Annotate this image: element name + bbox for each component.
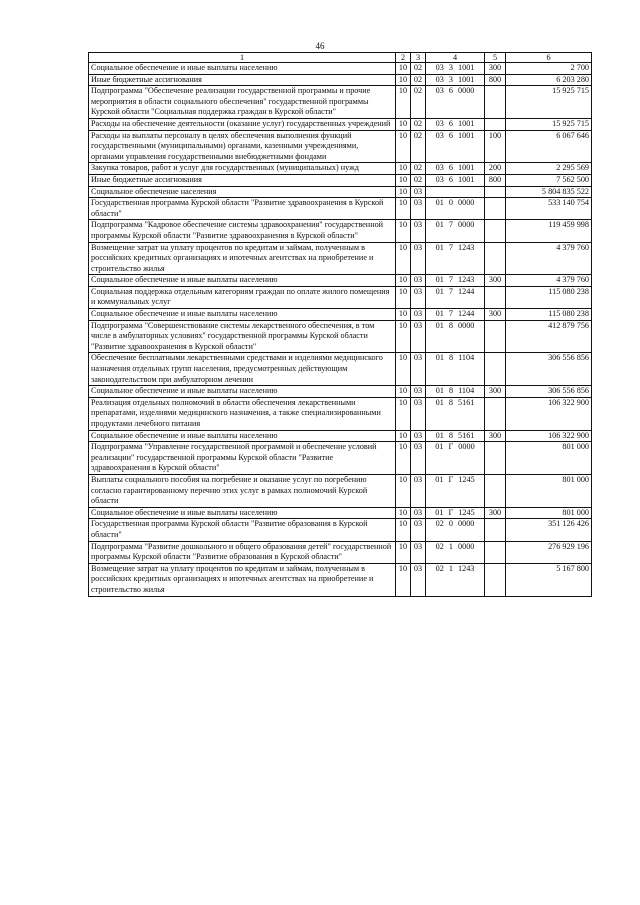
row-target-code: 01 0 0000 [426, 198, 485, 220]
table-row [89, 198, 592, 220]
table-row [89, 320, 592, 353]
row-target-code: 03 3 1001 [426, 74, 485, 86]
row-section: 10 [396, 474, 411, 507]
row-section: 10 [396, 286, 411, 308]
row-subsection: 03 [411, 286, 426, 308]
row-name: Подпрограмма "Кадровое обеспечение системы здравоохранения" государственной программы Курской области "Развитие здравоохранения в Курской области" [89, 220, 396, 242]
row-expense-type: 100 [485, 130, 506, 163]
row-section: 10 [396, 507, 411, 519]
table-row [89, 163, 592, 175]
row-section: 10 [396, 86, 411, 119]
table-row [89, 74, 592, 86]
row-name: Подпрограмма "Развитие дошкольного и общего образования детей" государственной программы Курской области "Развитие образования в Курской области" [89, 541, 396, 563]
row-subsection: 02 [411, 118, 426, 130]
row-expense-type: 300 [485, 309, 506, 321]
row-name: Социальное обеспечение и иные выплаты населению [89, 507, 396, 519]
column-header: 2 [396, 53, 411, 63]
row-amount: 7 562 500 [506, 174, 592, 186]
row-target-code: 02 1 0000 [426, 541, 485, 563]
column-header: 1 [89, 53, 396, 63]
row-expense-type: 300 [485, 430, 506, 442]
column-header: 3 [411, 53, 426, 63]
row-expense-type [485, 320, 506, 353]
row-name: Социальное обеспечение и иные выплаты населению [89, 386, 396, 398]
table-row [89, 386, 592, 398]
column-header: 6 [506, 53, 592, 63]
row-name: Социальное обеспечение и иные выплаты населению [89, 430, 396, 442]
table-row [89, 397, 592, 430]
row-name: Расходы на обеспечение деятельности (оказание услуг) государственных учреждений [89, 118, 396, 130]
row-section: 10 [396, 320, 411, 353]
row-amount: 2 295 569 [506, 163, 592, 175]
row-name: Подпрограмма "Обеспечение реализации государственной программы и прочие мероприятия в области социального обеспечения" государственной программы Курской области "Социальная поддержка граждан в Курской области" [89, 86, 396, 119]
row-subsection: 03 [411, 397, 426, 430]
table-row [89, 286, 592, 308]
row-expense-type: 300 [485, 386, 506, 398]
table-row [89, 118, 592, 130]
row-subsection: 03 [411, 309, 426, 321]
row-name: Государственная программа Курской области "Развитие здравоохранения в Курской области" [89, 198, 396, 220]
row-section: 10 [396, 118, 411, 130]
row-expense-type: 200 [485, 163, 506, 175]
row-amount: 4 379 760 [506, 275, 592, 287]
row-name: Реализация отдельных полномочий в области обеспечения лекарственными препаратами, изделиями медицинского назначения, а также специализированными продуктами лечебного питания [89, 397, 396, 430]
row-subsection: 03 [411, 563, 426, 596]
row-target-code: 01 7 1243 [426, 275, 485, 287]
row-expense-type: 800 [485, 174, 506, 186]
row-section: 10 [396, 541, 411, 563]
row-section: 10 [396, 353, 411, 386]
row-target-code: 01 Г 1245 [426, 507, 485, 519]
table-row [89, 174, 592, 186]
row-section: 10 [396, 386, 411, 398]
row-section: 10 [396, 74, 411, 86]
row-amount: 306 556 856 [506, 386, 592, 398]
row-subsection: 03 [411, 220, 426, 242]
row-target-code: 01 8 0000 [426, 320, 485, 353]
row-amount: 115 080 238 [506, 309, 592, 321]
row-amount: 15 925 715 [506, 118, 592, 130]
row-section: 10 [396, 198, 411, 220]
row-subsection: 03 [411, 353, 426, 386]
row-amount: 5 167 800 [506, 563, 592, 596]
table-row [89, 309, 592, 321]
row-subsection: 03 [411, 275, 426, 287]
row-subsection: 02 [411, 130, 426, 163]
row-target-code: 02 1 1243 [426, 563, 485, 596]
header-row [89, 53, 592, 63]
row-amount: 801 000 [506, 442, 592, 475]
row-section: 10 [396, 430, 411, 442]
row-amount: 6 203 280 [506, 74, 592, 86]
row-target-code: 03 6 1001 [426, 130, 485, 163]
row-amount: 351 126 426 [506, 519, 592, 541]
row-amount: 533 140 754 [506, 198, 592, 220]
row-section: 10 [396, 519, 411, 541]
row-expense-type [485, 242, 506, 275]
row-subsection: 03 [411, 442, 426, 475]
row-expense-type [485, 118, 506, 130]
row-expense-type: 300 [485, 507, 506, 519]
row-name: Обеспечение бесплатными лекарственными средствами и изделиями медицинского назначения отдельных групп населения, предусмотренных действующим законодательством при амбулаторном лечении [89, 353, 396, 386]
row-target-code: 03 3 1001 [426, 63, 485, 75]
row-section: 10 [396, 563, 411, 596]
row-expense-type: 300 [485, 275, 506, 287]
table-row [89, 353, 592, 386]
row-expense-type [485, 220, 506, 242]
row-name: Возмещение затрат на уплату процентов по кредитам и займам, полученным в российских кредитных организациях и ипотечных агентствах на приобретение и строительство жилья [89, 242, 396, 275]
row-target-code: 03 6 1001 [426, 118, 485, 130]
row-subsection: 03 [411, 507, 426, 519]
row-amount: 15 925 715 [506, 86, 592, 119]
table-row [89, 63, 592, 75]
row-name: Социальная поддержка отдельным категориям граждан по оплате жилого помещения и коммунальных услуг [89, 286, 396, 308]
row-subsection: 03 [411, 320, 426, 353]
row-section: 10 [396, 275, 411, 287]
row-section: 10 [396, 186, 411, 198]
row-expense-type [485, 186, 506, 198]
table-row [89, 563, 592, 596]
row-expense-type [485, 563, 506, 596]
row-section: 10 [396, 174, 411, 186]
row-expense-type [485, 86, 506, 119]
row-subsection: 02 [411, 74, 426, 86]
table-row [89, 507, 592, 519]
row-section: 10 [396, 442, 411, 475]
table-row [89, 519, 592, 541]
row-subsection: 03 [411, 541, 426, 563]
row-expense-type: 800 [485, 74, 506, 86]
row-name: Социальное обеспечение и иные выплаты населению [89, 309, 396, 321]
row-amount: 801 000 [506, 474, 592, 507]
row-expense-type [485, 198, 506, 220]
row-amount: 306 556 856 [506, 353, 592, 386]
row-name: Социальное обеспечение и иные выплаты населению [89, 63, 396, 75]
row-name: Подпрограмма "Совершенствование системы лекарственного обеспечения, в том числе в амбулаторных условиях" государственной программы Курской области "Развитие здравоохранения в Курской области" [89, 320, 396, 353]
row-amount: 6 067 646 [506, 130, 592, 163]
row-subsection: 02 [411, 174, 426, 186]
row-expense-type [485, 442, 506, 475]
row-target-code: 01 7 1244 [426, 309, 485, 321]
row-section: 10 [396, 242, 411, 275]
table-row [89, 130, 592, 163]
row-name: Государственная программа Курской области "Развитие образования в Курской области" [89, 519, 396, 541]
row-name: Возмещение затрат на уплату процентов по кредитам и займам, полученным в российских кредитных организациях и ипотечных агентствах на приобретение и строительство жилья [89, 563, 396, 596]
row-subsection: 03 [411, 474, 426, 507]
row-section: 10 [396, 63, 411, 75]
row-target-code: 01 8 5161 [426, 397, 485, 430]
row-subsection: 03 [411, 242, 426, 275]
row-amount: 106 322 900 [506, 397, 592, 430]
row-amount: 412 879 756 [506, 320, 592, 353]
row-expense-type: 300 [485, 63, 506, 75]
budget-table [88, 52, 592, 597]
row-target-code [426, 186, 485, 198]
row-name: Расходы на выплаты персоналу в целях обеспечения выполнения функций государственными (муниципальными) органами, казенными учреждениями, органами управления государственными внебюджетными фондами [89, 130, 396, 163]
row-subsection: 02 [411, 86, 426, 119]
row-target-code: 02 0 0000 [426, 519, 485, 541]
table-row [89, 275, 592, 287]
row-subsection: 03 [411, 430, 426, 442]
row-target-code: 01 8 5161 [426, 430, 485, 442]
row-expense-type [485, 286, 506, 308]
column-header: 5 [485, 53, 506, 63]
page-number: 46 [315, 41, 325, 51]
row-expense-type [485, 474, 506, 507]
row-subsection: 03 [411, 386, 426, 398]
row-subsection: 02 [411, 63, 426, 75]
row-amount: 115 080 238 [506, 286, 592, 308]
row-expense-type [485, 353, 506, 386]
row-section: 10 [396, 309, 411, 321]
table-row [89, 220, 592, 242]
table-row [89, 541, 592, 563]
row-name: Подпрограмма "Управление государственной программой и обеспечение условий реализации" государственной программы Курской области "Развитие здравоохранения в Курской области" [89, 442, 396, 475]
row-section: 10 [396, 163, 411, 175]
row-subsection: 03 [411, 519, 426, 541]
row-target-code: 03 6 0000 [426, 86, 485, 119]
row-target-code: 01 7 0000 [426, 220, 485, 242]
row-target-code: 01 8 1104 [426, 353, 485, 386]
row-section: 10 [396, 130, 411, 163]
row-name: Иные бюджетные ассигнования [89, 74, 396, 86]
row-target-code: 01 Г 0000 [426, 442, 485, 475]
table-row [89, 430, 592, 442]
table-row [89, 86, 592, 119]
table-row [89, 186, 592, 198]
column-header: 4 [426, 53, 485, 63]
row-amount: 106 322 900 [506, 430, 592, 442]
row-name: Социальное обеспечение населения [89, 186, 396, 198]
row-section: 10 [396, 397, 411, 430]
table-row [89, 442, 592, 475]
row-expense-type [485, 519, 506, 541]
table-row [89, 474, 592, 507]
row-expense-type [485, 541, 506, 563]
row-expense-type [485, 397, 506, 430]
row-subsection: 03 [411, 186, 426, 198]
row-target-code: 01 7 1243 [426, 242, 485, 275]
row-target-code: 01 8 1104 [426, 386, 485, 398]
row-target-code: 01 7 1244 [426, 286, 485, 308]
row-target-code: 01 Г 1245 [426, 474, 485, 507]
row-subsection: 02 [411, 163, 426, 175]
row-amount: 119 459 998 [506, 220, 592, 242]
row-subsection: 03 [411, 198, 426, 220]
row-name: Социальное обеспечение и иные выплаты населению [89, 275, 396, 287]
row-name: Иные бюджетные ассигнования [89, 174, 396, 186]
row-target-code: 03 6 1001 [426, 163, 485, 175]
row-target-code: 03 6 1001 [426, 174, 485, 186]
row-amount: 801 000 [506, 507, 592, 519]
row-amount: 5 804 835 522 [506, 186, 592, 198]
row-amount: 2 700 [506, 63, 592, 75]
row-amount: 4 379 760 [506, 242, 592, 275]
row-section: 10 [396, 220, 411, 242]
row-amount: 276 929 196 [506, 541, 592, 563]
row-name: Выплаты социального пособия на погребение и оказание услуг по погребению согласно гарантированному перечню этих услуг в рамках полномочий Курской области [89, 474, 396, 507]
row-name: Закупка товаров, работ и услуг для государственных (муниципальных) нужд [89, 163, 396, 175]
table-row [89, 242, 592, 275]
